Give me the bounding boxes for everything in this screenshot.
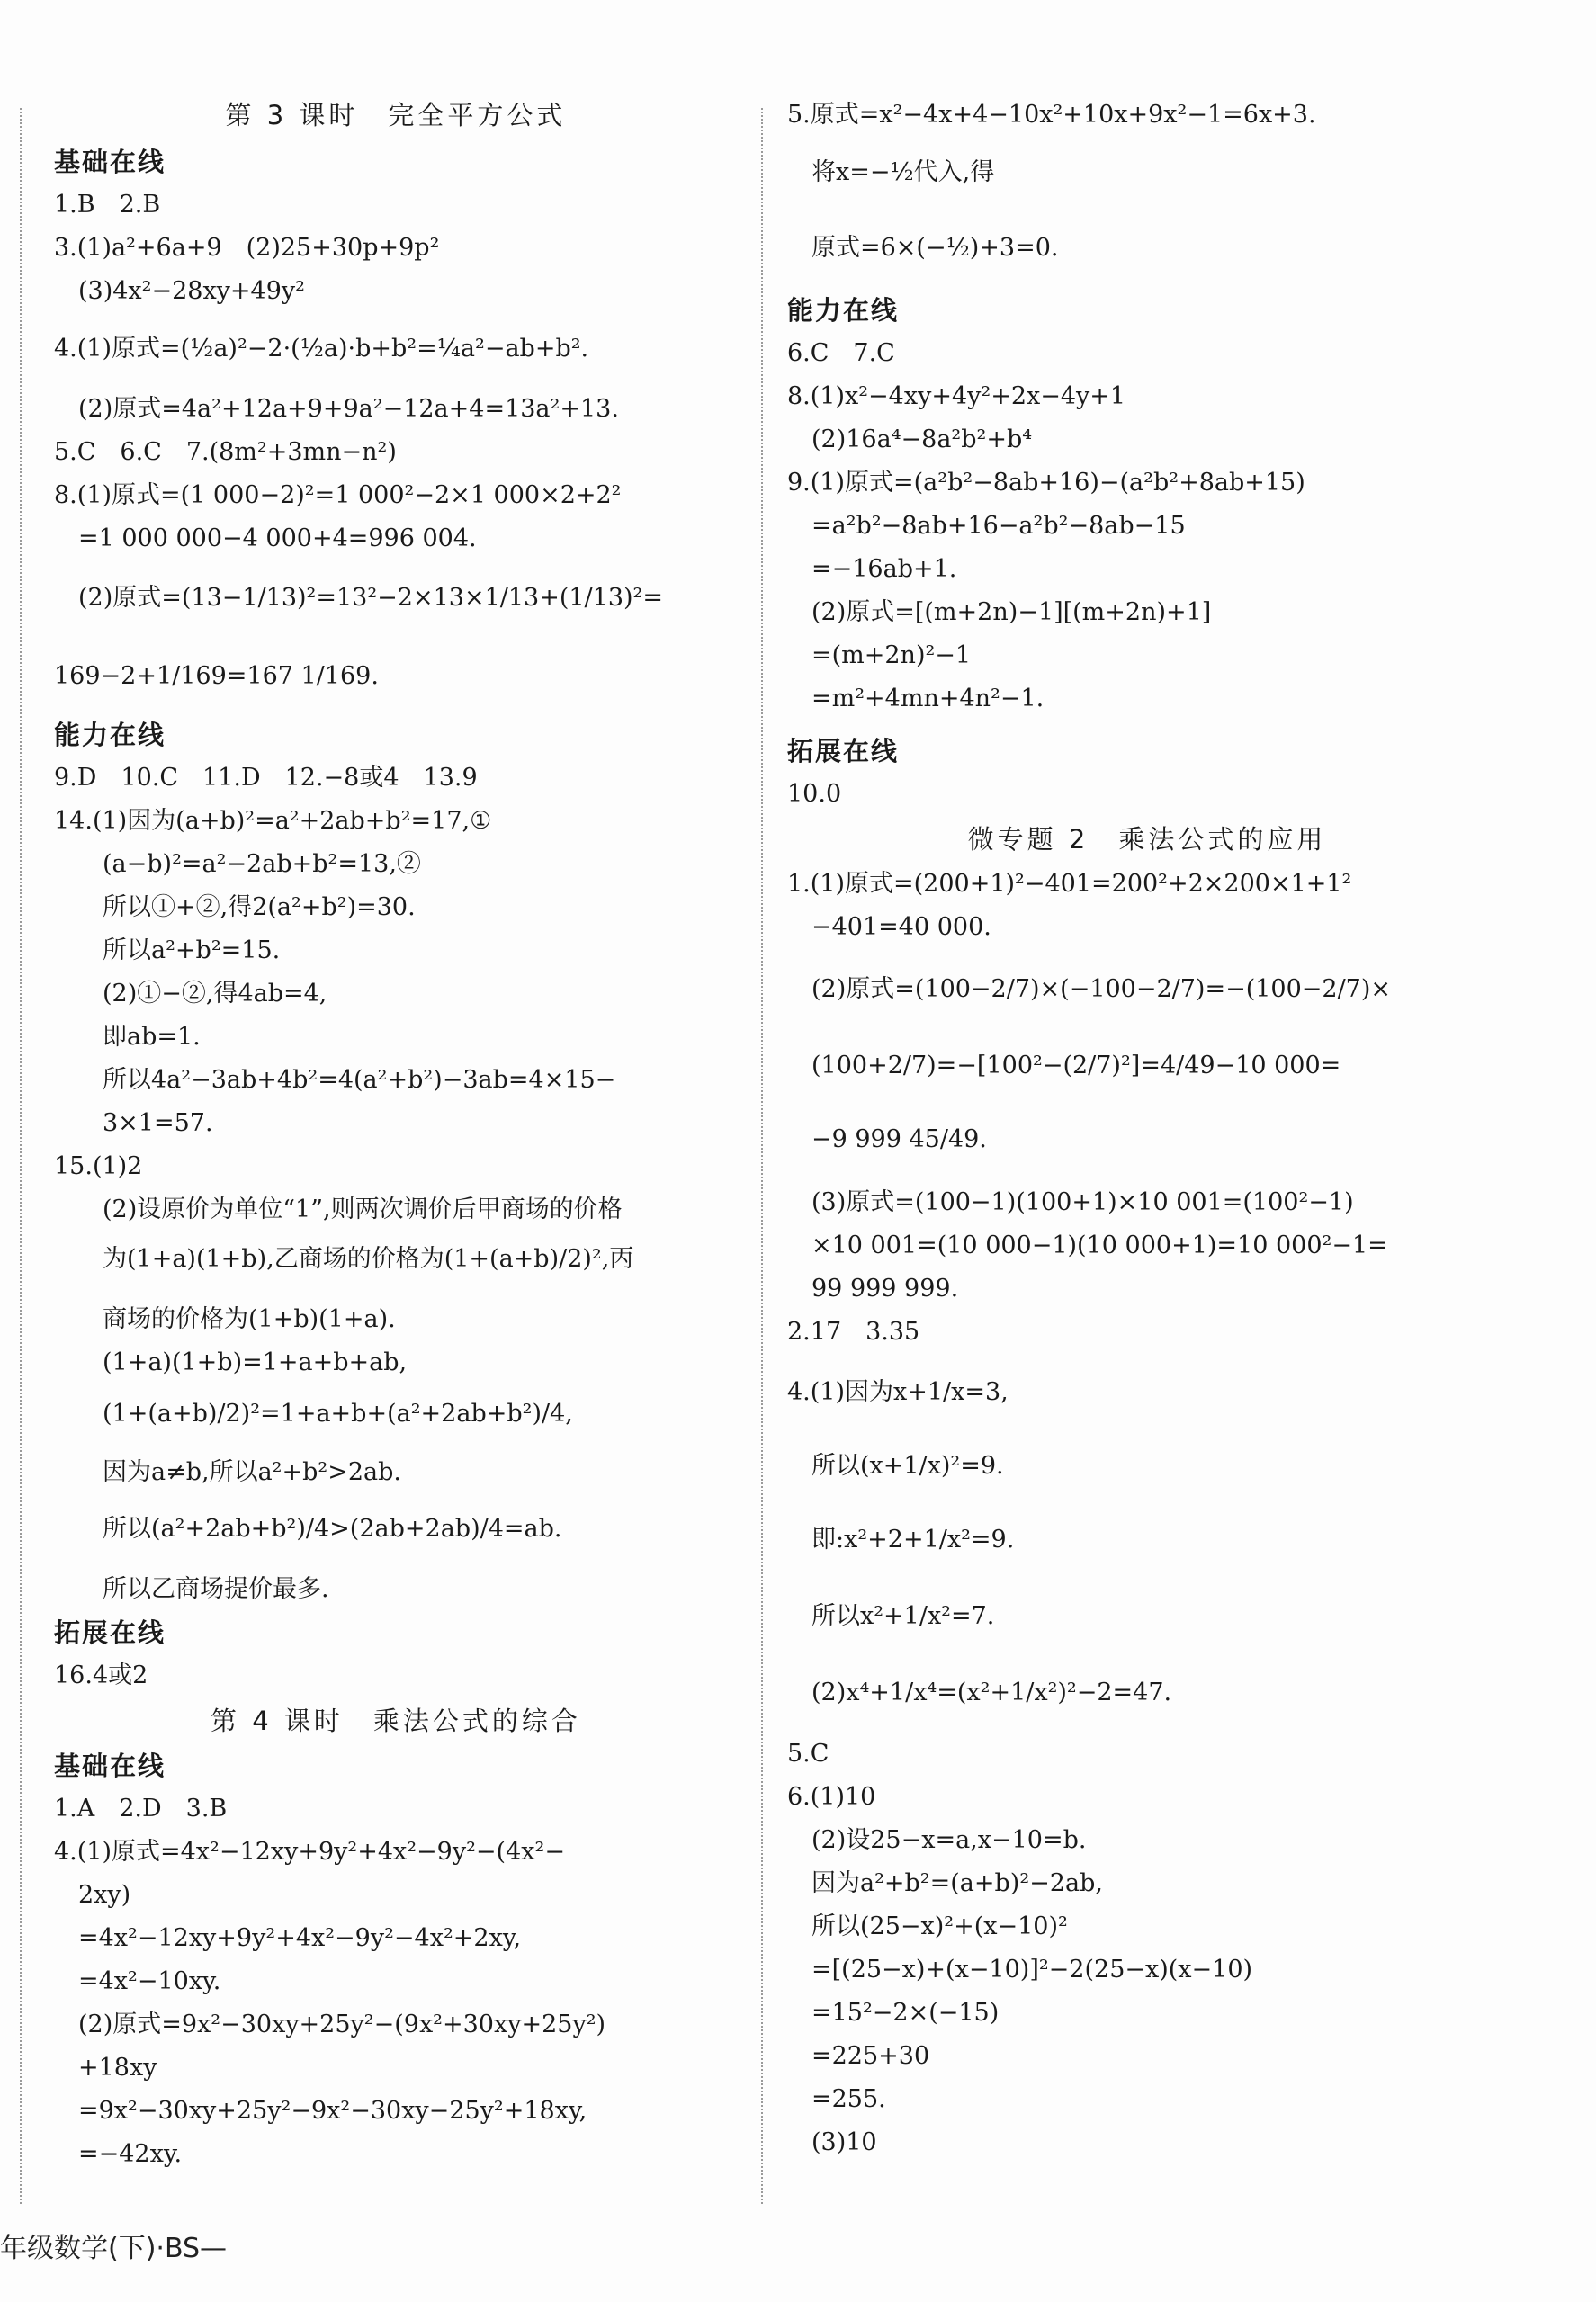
answer-line: (3)10 xyxy=(787,2128,877,2156)
answer-line: =m²+4mn+4n²−1. xyxy=(787,685,1045,712)
answer-line: (2)原式=(13−1/13)²=13²−2×13×1/13+(1/13)²= xyxy=(54,584,663,612)
answer-line: 16.4或2 xyxy=(54,1662,148,1689)
answer-line: (2)设25−x=a,x−10=b. xyxy=(787,1826,1087,1854)
answer-line: 10.0 xyxy=(787,780,842,808)
answer-line: 5.C xyxy=(787,1740,829,1768)
answer-line: 1.A 2.D 3.B xyxy=(54,1795,228,1823)
answer-line: 4.(1)因为x+1/x=3, xyxy=(787,1378,1009,1406)
answer-line: 所以a²+b²=15. xyxy=(54,936,281,964)
answer-line: 2xy) xyxy=(54,1881,131,1909)
answer-line: =−16ab+1. xyxy=(787,555,957,583)
answer-line: 5.原式=x²−4x+4−10x²+10x+9x²−1=6x+3. xyxy=(787,101,1316,129)
answer-line: 所以乙商场提价最多. xyxy=(54,1575,329,1603)
answer-line: (3)原式=(100−1)(100+1)×10 001=(100²−1) xyxy=(787,1188,1354,1216)
answer-line: −401=40 000. xyxy=(787,913,991,941)
section-heading: 能力在线 xyxy=(54,720,166,750)
answer-line: =[(25−x)+(x−10)]²−2(25−x)(x−10) xyxy=(787,1956,1253,1984)
answer-line: (2)原式=(100−2/7)×(−100−2/7)=−(100−2/7)× xyxy=(787,975,1392,1003)
answer-line: =4x²−12xy+9y²+4x²−9y²−4x²+2xy, xyxy=(54,1924,522,1952)
answer-line: 8.(1)x²−4xy+4y²+2x−4y+1 xyxy=(787,382,1126,410)
answer-line: =a²b²−8ab+16−a²b²−8ab−15 xyxy=(787,512,1186,540)
answer-line: (1+a)(1+b)=1+a+b+ab, xyxy=(54,1348,408,1376)
answer-line: (2)x⁴+1/x⁴=(x²+1/x²)²−2=47. xyxy=(787,1679,1172,1706)
answer-line: (a−b)²=a²−2ab+b²=13,② xyxy=(54,850,421,878)
answer-line: 1.(1)原式=(200+1)²−401=200²+2×200×1+1² xyxy=(787,870,1352,898)
answer-line: =−42xy. xyxy=(54,2140,183,2168)
answer-line: 4.(1)原式=(½a)²−2·(½a)·b+b²=¼a²−ab+b². xyxy=(54,335,589,363)
answer-line: 9.(1)原式=(a²b²−8ab+16)−(a²b²+8ab+15) xyxy=(787,469,1305,497)
section-heading: 基础在线 xyxy=(54,147,166,177)
answer-line: 4.(1)原式=4x²−12xy+9y²+4x²−9y²−(4x²− xyxy=(54,1838,565,1866)
answer-line: 即ab=1. xyxy=(54,1023,201,1051)
lesson-title: 微专题 2 乘法公式的应用 xyxy=(967,824,1327,855)
answer-line: 所以(x+1/x)²=9. xyxy=(787,1452,1004,1480)
answer-line: (1+(a+b)/2)²=1+a+b+(a²+2ab+b²)/4, xyxy=(54,1400,573,1428)
lesson-title: 第 4 课时 乘法公式的综合 xyxy=(211,1706,581,1736)
left-margin-divider xyxy=(20,108,22,2204)
answer-line: 因为a²+b²=(a+b)²−2ab, xyxy=(787,1869,1103,1897)
answer-line: (2)设原价为单位“1”,则两次调价后甲商场的价格 xyxy=(54,1196,623,1223)
answer-line: 14.(1)因为(a+b)²=a²+2ab+b²=17,① xyxy=(54,807,492,835)
answer-line: (2)16a⁴−8a²b²+b⁴ xyxy=(787,425,1033,453)
answer-line: 1.B 2.B xyxy=(54,191,161,219)
answer-line: (2)原式=[(m+2n)−1][(m+2n)+1] xyxy=(787,598,1212,626)
answer-line: 所以(a²+2ab+b²)/4>(2ab+2ab)/4=ab. xyxy=(54,1515,562,1543)
answer-line: 因为a≠b,所以a²+b²>2ab. xyxy=(54,1458,402,1486)
answer-line: 3.(1)a²+6a+9 (2)25+30p+9p² xyxy=(54,234,440,262)
answer-line: =(m+2n)²−1 xyxy=(787,641,972,669)
answer-line: 169−2+1/169=167 1/169. xyxy=(54,662,379,690)
answer-line: =225+30 xyxy=(787,2042,930,2070)
column-divider xyxy=(761,108,763,2204)
section-heading: 拓展在线 xyxy=(54,1617,166,1648)
answer-line: 99 999 999. xyxy=(787,1275,959,1303)
answer-line: (100+2/7)=−[100²−(2/7)²]=4/49−10 000= xyxy=(787,1052,1341,1079)
answer-line: =15²−2×(−15) xyxy=(787,1999,1000,2027)
answer-line: (2)原式=4a²+12a+9+9a²−12a+4=13a²+13. xyxy=(54,395,619,423)
answer-line: ×10 001=(10 000−1)(10 000+1)=10 000²−1= xyxy=(787,1232,1388,1259)
answer-line: −9 999 45/49. xyxy=(787,1125,987,1153)
answer-line: (3)4x²−28xy+49y² xyxy=(54,277,305,305)
answer-line: 所以(25−x)²+(x−10)² xyxy=(787,1912,1068,1940)
answer-line: =9x²−30xy+25y²−9x²−30xy−25y²+18xy, xyxy=(54,2097,587,2125)
answer-line: 为(1+a)(1+b),乙商场的价格为(1+(a+b)/2)²,丙 xyxy=(54,1245,634,1273)
answer-line: 即:x²+2+1/x²=9. xyxy=(787,1526,1015,1554)
section-heading: 基础在线 xyxy=(54,1751,166,1781)
section-heading: 拓展在线 xyxy=(787,736,900,766)
answer-line: 8.(1)原式=(1 000−2)²=1 000²−2×1 000×2+2² xyxy=(54,481,622,509)
answer-line: (2)①−②,得4ab=4, xyxy=(54,980,327,1008)
answer-line: 15.(1)2 xyxy=(54,1152,143,1180)
answer-line: 6.C 7.C xyxy=(787,339,895,367)
answer-line: 将x=−½代入,得 xyxy=(787,158,995,186)
page-footer: 年级数学(下)·BS— xyxy=(0,2233,228,2264)
answer-line: 商场的价格为(1+b)(1+a). xyxy=(54,1305,396,1333)
lesson-title: 第 3 课时 完全平方公式 xyxy=(225,100,567,130)
answer-line: =255. xyxy=(787,2085,886,2113)
answer-line: 所以4a²−3ab+4b²=4(a²+b²)−3ab=4×15− xyxy=(54,1066,616,1094)
answer-line: 3×1=57. xyxy=(54,1109,213,1137)
answer-line: (2)原式=9x²−30xy+25y²−(9x²+30xy+25y²) xyxy=(54,2011,606,2038)
answer-line: 5.C 6.C 7.(8m²+3mn−n²) xyxy=(54,438,397,466)
answer-line: +18xy xyxy=(54,2054,157,2082)
answer-line: 所以x²+1/x²=7. xyxy=(787,1602,995,1630)
answer-line: 9.D 10.C 11.D 12.−8或4 13.9 xyxy=(54,764,478,792)
answer-line: 所以①+②,得2(a²+b²)=30. xyxy=(54,893,416,921)
answer-line: =1 000 000−4 000+4=996 004. xyxy=(54,524,477,552)
answer-line: =4x²−10xy. xyxy=(54,1967,221,1995)
answer-line: 6.(1)10 xyxy=(787,1783,876,1811)
answer-line: 原式=6×(−½)+3=0. xyxy=(787,234,1059,262)
section-heading: 能力在线 xyxy=(787,295,900,326)
answer-line: 2.17 3.35 xyxy=(787,1318,920,1346)
